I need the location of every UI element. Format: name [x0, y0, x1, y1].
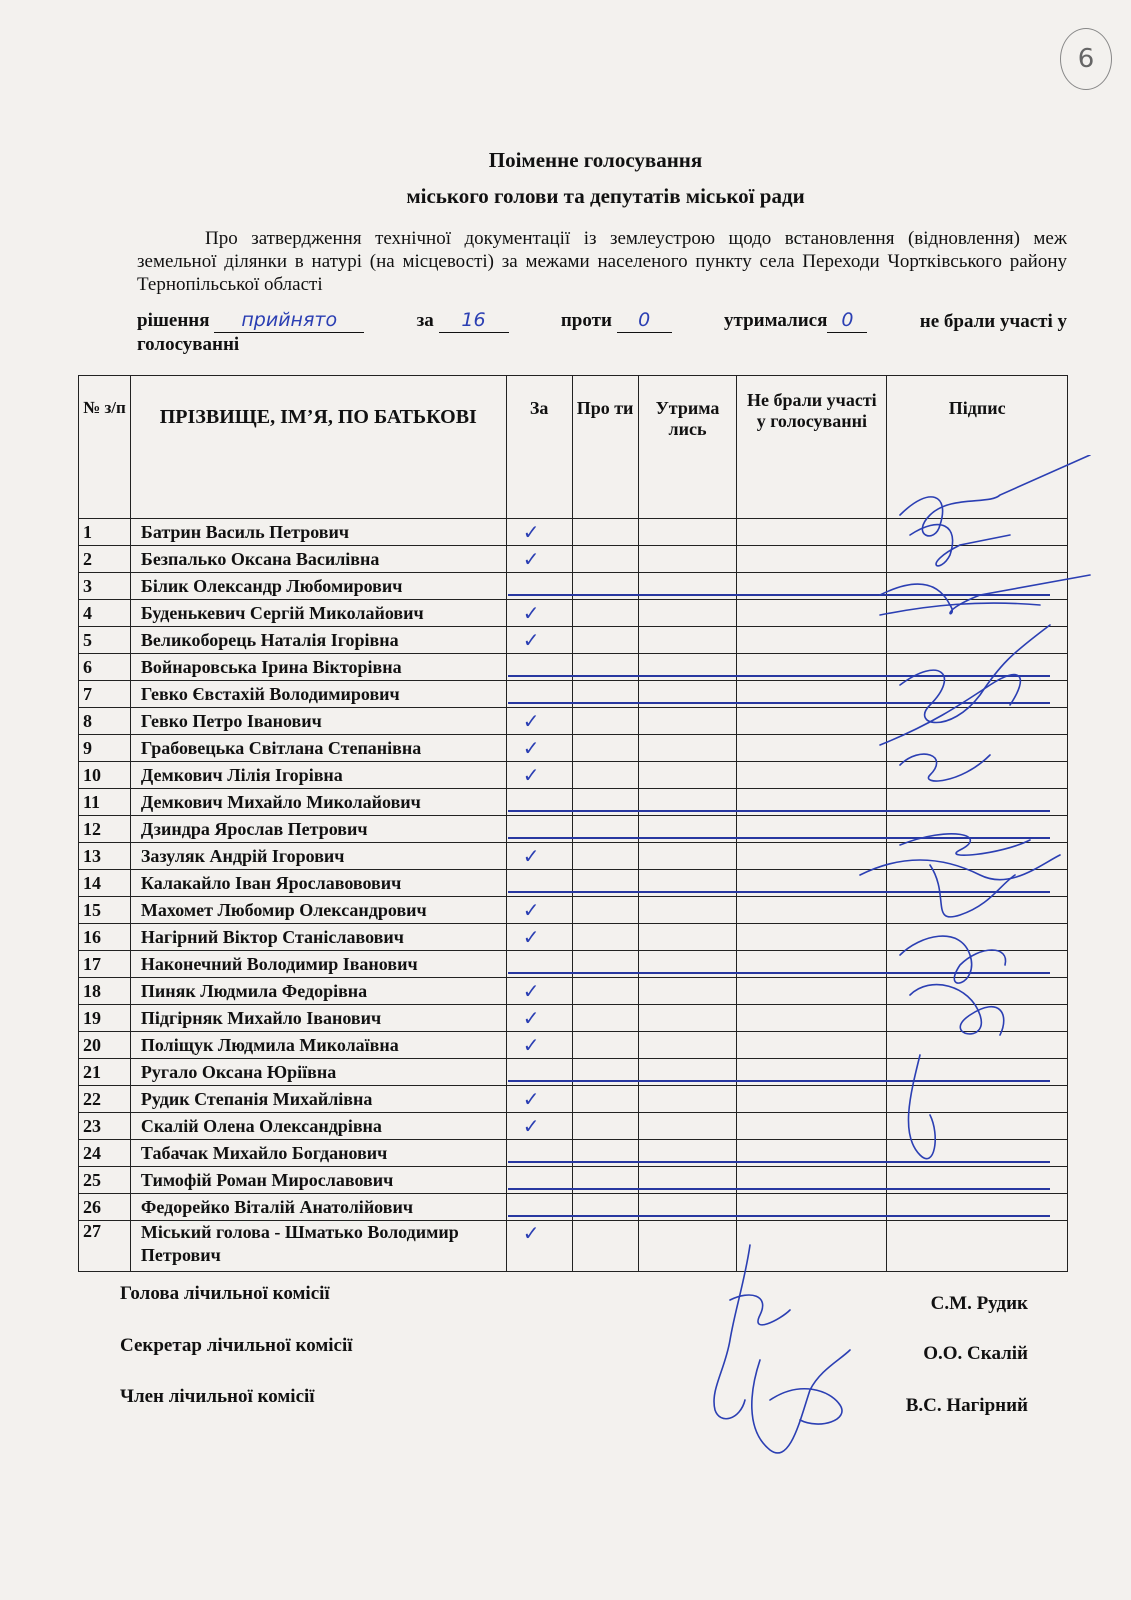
col-header-against: Про ти: [572, 376, 638, 519]
table-row: [79, 1221, 1068, 1272]
member-name: Гевко Петро Іванович: [130, 708, 506, 735]
vote-for-mark: ✓: [522, 628, 540, 652]
vote-abstain-cell: [638, 708, 737, 735]
abstain-label: утрималися: [724, 310, 828, 331]
absence-strike-line: [508, 1188, 1050, 1190]
agenda-text: Про затвердження технічної документації із землеустрою щодо встановлення (відновлення) меж земельної ділянки в натурі (на місцевості) за межами населеного пункту села Переходи Чортківського району Тернопільської області: [137, 228, 1067, 295]
vote-for-cell: [506, 1086, 572, 1113]
document-title: Поіменне голосування: [488, 148, 703, 172]
row-number: 26: [79, 1194, 131, 1221]
vote-against-cell: [572, 1005, 638, 1032]
vote-against-cell: [572, 762, 638, 789]
vote-against-cell: [572, 627, 638, 654]
member-name: Федорейко Віталій Анатолійович: [130, 1194, 506, 1221]
vote-abstain-cell: [638, 735, 737, 762]
abstain-count: 0: [827, 309, 867, 333]
member-name: Тимофій Роман Мирославович: [130, 1167, 506, 1194]
vote-for-cell: [506, 735, 572, 762]
vote-abstain-cell: [638, 546, 737, 573]
col-header-not-voted: Не брали участі у голосуванні: [737, 376, 887, 519]
vote-against-cell: [572, 1032, 638, 1059]
vote-against-cell: [572, 843, 638, 870]
vote-against-cell: [572, 708, 638, 735]
member-name: Підгірняк Михайло Іванович: [130, 1005, 506, 1032]
vote-abstain-cell: [638, 897, 737, 924]
row-number: 5: [79, 627, 131, 654]
row-number: 11: [79, 789, 131, 816]
vote-against-cell: [572, 519, 638, 546]
vote-for-cell: [506, 519, 572, 546]
member-name: Рудик Степанія Михайлівна: [130, 1086, 506, 1113]
member-name: Великоборець Наталія Ігорівна: [130, 627, 506, 654]
member-name: Поліщук Людмила Миколаївна: [130, 1032, 506, 1059]
for-count: 16: [439, 309, 509, 333]
member-name: Безпалько Оксана Василівна: [130, 546, 506, 573]
vote-for-mark: ✓: [522, 763, 540, 787]
row-number: 27: [79, 1221, 131, 1272]
vote-for-cell: [506, 897, 572, 924]
vote-for-mark: ✓: [522, 898, 540, 922]
vote-for-cell: [506, 708, 572, 735]
absence-strike-line: [508, 1215, 1050, 1217]
member-name: Табачак Михайло Богданович: [130, 1140, 506, 1167]
vote-against-cell: [572, 1221, 638, 1272]
vote-for-mark: ✓: [522, 844, 540, 868]
vote-for-cell: [506, 762, 572, 789]
member-name: Наконечний Володимир Іванович: [130, 951, 506, 978]
row-number: 18: [79, 978, 131, 1005]
vote-abstain-cell: [638, 1086, 737, 1113]
row-number: 22: [79, 1086, 131, 1113]
vote-abstain-cell: [638, 843, 737, 870]
member-name: Гевко Євстахій Володимирович: [130, 681, 506, 708]
col-header-name: ПРІЗВИЩЕ, ІМ’Я, ПО БАТЬКОВІ: [130, 376, 506, 519]
row-number: 10: [79, 762, 131, 789]
member-name: Демкович Лілія Ігорівна: [130, 762, 506, 789]
row-number: 24: [79, 1140, 131, 1167]
decision-summary: [137, 309, 1067, 356]
row-number: 25: [79, 1167, 131, 1194]
row-number: 4: [79, 600, 131, 627]
vote-for-cell: [506, 627, 572, 654]
vote-abstain-cell: [638, 519, 737, 546]
row-number: 23: [79, 1113, 131, 1140]
against-label: проти: [560, 310, 612, 331]
vote-for-cell: [506, 1032, 572, 1059]
vote-against-cell: [572, 735, 638, 762]
vote-for-mark: ✓: [522, 1221, 540, 1245]
decision-label: рішення: [137, 310, 210, 331]
secretary-label: Секретар лічильної комісії: [120, 1335, 353, 1356]
vote-for-cell: [506, 978, 572, 1005]
vote-abstain-cell: [638, 627, 737, 654]
vote-against-cell: [572, 1113, 638, 1140]
member-name: Буденькевич Сергій Миколайович: [130, 600, 506, 627]
member-name: Батрин Василь Петрович: [130, 519, 506, 546]
not-voted-label: не брали участі у: [919, 311, 1067, 332]
member-name: Міський голова - Шматько Володимир Петрович: [130, 1221, 506, 1272]
signature-column-scribbles: [840, 455, 1120, 1175]
row-number: 6: [79, 654, 131, 681]
vote-for-cell: [506, 1221, 572, 1272]
chair-name: С.М. Рудик: [930, 1293, 1028, 1314]
member-name: Войнаровська Ірина Вікторівна: [130, 654, 506, 681]
row-number: 8: [79, 708, 131, 735]
vote-abstain-cell: [638, 600, 737, 627]
vote-for-mark: ✓: [522, 979, 540, 1003]
vote-for-mark: ✓: [522, 925, 540, 949]
secretary-name: О.О. Скалій: [923, 1343, 1028, 1364]
vote-for-mark: ✓: [522, 709, 540, 733]
vote-abstain-cell: [638, 1113, 737, 1140]
vote-for-mark: ✓: [522, 520, 540, 544]
vote-for-cell: [506, 1005, 572, 1032]
member-label: Член лічильної комісії: [120, 1386, 315, 1407]
member-name: Калакайло Іван Ярославовович: [130, 870, 506, 897]
vote-abstain-cell: [638, 924, 737, 951]
row-number: 7: [79, 681, 131, 708]
vote-for-mark: ✓: [522, 1006, 540, 1030]
against-count: 0: [617, 309, 672, 333]
vote-against-cell: [572, 1086, 638, 1113]
chair-label: Голова лічильної комісії: [120, 1283, 330, 1304]
vote-for-mark: ✓: [522, 1033, 540, 1057]
for-label: за: [416, 310, 434, 331]
vote-against-cell: [572, 924, 638, 951]
row-number: 20: [79, 1032, 131, 1059]
member-name: Скалій Олена Олександрівна: [130, 1113, 506, 1140]
row-number: 12: [79, 816, 131, 843]
vote-for-mark: ✓: [522, 601, 540, 625]
vote-for-cell: [506, 843, 572, 870]
member-name: Ругало Оксана Юріївна: [130, 1059, 506, 1086]
col-header-for: За: [506, 376, 572, 519]
member-name: Білик Олександр Любомирович: [130, 573, 506, 600]
vote-for-cell: [506, 546, 572, 573]
row-number: 9: [79, 735, 131, 762]
col-header-signature: Підпис: [887, 376, 1068, 519]
document-subtitle: міського голови та депутатів міської ради: [406, 184, 805, 208]
vote-for-cell: [506, 600, 572, 627]
vote-for-mark: ✓: [522, 547, 540, 571]
row-number: 2: [79, 546, 131, 573]
member-name: Демкович Михайло Миколайович: [130, 789, 506, 816]
member-name: Нагірний Віктор Станіславович: [130, 924, 506, 951]
row-number: 3: [79, 573, 131, 600]
row-number: 1: [79, 519, 131, 546]
row-number: 13: [79, 843, 131, 870]
col-header-abstain: Утрима лись: [638, 376, 737, 519]
not-voted-label-cont: голосуванні: [137, 334, 240, 355]
vote-abstain-cell: [638, 1032, 737, 1059]
vote-for-cell: [506, 1113, 572, 1140]
vote-for-mark: ✓: [522, 736, 540, 760]
row-number: 14: [79, 870, 131, 897]
row-number: 16: [79, 924, 131, 951]
vote-for-mark: ✓: [522, 1087, 540, 1111]
vote-against-cell: [572, 978, 638, 1005]
row-number: 19: [79, 1005, 131, 1032]
commission-signatures: [690, 1240, 890, 1470]
vote-against-cell: [572, 546, 638, 573]
vote-for-cell: [506, 924, 572, 951]
member-name: Грабовецька Світлана Степанівна: [130, 735, 506, 762]
member-name: Дзиндра Ярослав Петрович: [130, 816, 506, 843]
member-name: Зазуляк Андрій Ігорович: [130, 843, 506, 870]
vote-for-mark: ✓: [522, 1114, 540, 1138]
row-number: 21: [79, 1059, 131, 1086]
member-name: Пиняк Людмила Федорівна: [130, 978, 506, 1005]
member-name: В.С. Нагірний: [905, 1395, 1028, 1416]
page-number: 6: [1060, 28, 1112, 90]
vote-against-cell: [572, 897, 638, 924]
signature-cell: [887, 1221, 1068, 1272]
row-number: 17: [79, 951, 131, 978]
member-name: Махомет Любомир Олександрович: [130, 897, 506, 924]
row-number: 15: [79, 897, 131, 924]
decision-value: прийнято: [214, 309, 364, 333]
col-header-num: № з/п: [79, 376, 131, 519]
vote-against-cell: [572, 600, 638, 627]
vote-abstain-cell: [638, 1005, 737, 1032]
vote-abstain-cell: [638, 762, 737, 789]
vote-abstain-cell: [638, 978, 737, 1005]
